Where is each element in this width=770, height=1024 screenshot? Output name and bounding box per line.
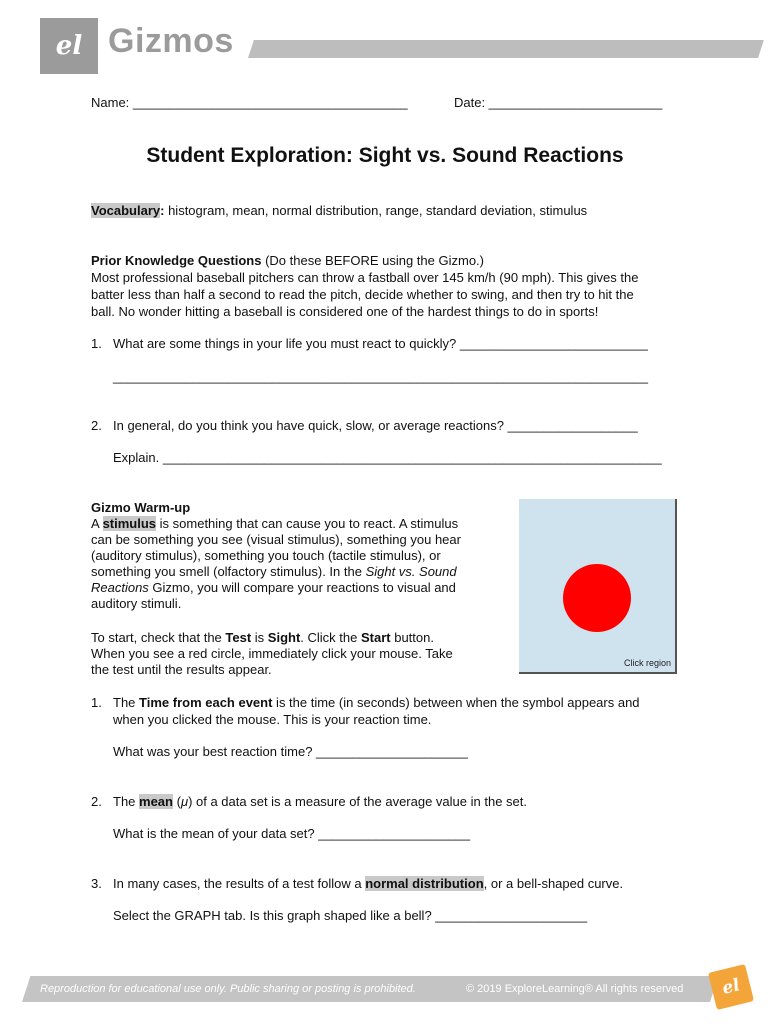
warmup-question-1-line2: when you clicked the mouse. This is your reaction time. <box>113 712 432 727</box>
warmup-instructions-line: To start, check that the Test is Sight. Click the Start button. <box>91 630 434 645</box>
header-decoration-bar <box>248 40 764 58</box>
explain-line: Explain. _____________________________________________________________________ <box>113 450 662 465</box>
prior-question-1: What are some things in your life you must react to quickly? __________________________ <box>113 336 648 351</box>
prior-knowledge-line: Most professional baseball pitchers can throw a fastball over 145 km/h (90 mph). This gives the <box>91 270 639 285</box>
mean-term: mean <box>139 794 173 809</box>
warmup-question-2-ask: What is the mean of your data set? _____________________ <box>113 826 471 841</box>
vocabulary-label: Vocabulary <box>91 203 161 218</box>
warmup-question-2: The mean (μ) of a data set is a measure of the average value in the set. <box>113 794 527 809</box>
warmup-paragraph-line: A stimulus is something that can cause you to react. A stimulus <box>91 516 459 531</box>
explorelearning-logo: el <box>40 18 98 74</box>
warmup-question-1-ask: What was your best reaction time? _____________________ <box>113 744 468 759</box>
normal-distribution-term: normal distribution <box>365 876 484 891</box>
answer-line: __________________________________________________________________________ <box>113 369 649 384</box>
stimulus-term: stimulus <box>102 516 157 531</box>
gizmo-click-region <box>519 499 677 674</box>
question-number: 1. <box>91 336 102 351</box>
warmup-question-1: The Time from each event is the time (in seconds) between when the symbol appears and <box>113 695 640 710</box>
explorelearning-footer-logo: el <box>708 964 754 1010</box>
prior-question-2: In general, do you think you have quick, slow, or average reactions? __________________ <box>113 418 638 433</box>
gizmos-brand: Gizmos <box>108 22 234 60</box>
footer-copyright: © 2019 ExploreLearning® All rights reserved <box>466 983 684 995</box>
warmup-question-3-ask: Select the GRAPH tab. Is this graph shaped like a bell? _____________________ <box>113 908 588 923</box>
name-field: Name: ______________________________________ <box>91 95 408 110</box>
footer-reproduction-notice: Reproduction for educational use only. Public sharing or posting is prohibited. <box>40 983 416 995</box>
page-title: Student Exploration: Sight vs. Sound Reactions <box>146 144 624 167</box>
prior-knowledge-line: ball. No wonder hitting a baseball is considered one of the hardest things to do in sports! <box>91 304 599 319</box>
question-number: 1. <box>91 695 102 710</box>
vocabulary-line <box>91 203 587 220</box>
red-circle-stimulus <box>563 564 631 632</box>
vocabulary-terms: histogram, mean, normal distribution, range, standard deviation, stimulus <box>164 203 588 218</box>
warmup-paragraph-line: can be something you see (visual stimulus), something you hear <box>91 532 461 547</box>
prior-knowledge-line: batter less than half a second to read the pitch, decide whether to swing, and then try to hit the <box>91 287 634 302</box>
warmup-question-3: In many cases, the results of a test follow a normal distribution, or a bell-shaped curve. <box>113 876 624 891</box>
warmup-instructions-line: When you see a red circle, immediately click your mouse. Take <box>91 646 453 661</box>
warmup-instructions-line: the test until the results appear. <box>91 662 272 677</box>
question-number: 2. <box>91 794 102 809</box>
warmup-paragraph-line: Reactions Gizmo, you will compare your reactions to visual and <box>91 580 456 595</box>
question-number: 2. <box>91 418 102 433</box>
click-region-label: Click region <box>623 658 671 668</box>
warmup-paragraph-line: something you smell (olfactory stimulus). In the Sight vs. Sound <box>91 564 457 579</box>
warmup-paragraph-line: auditory stimuli. <box>91 596 182 611</box>
prior-knowledge-heading: Prior Knowledge Questions (Do these BEFORE using the Gizmo.) <box>91 253 484 268</box>
date-field: Date: ________________________ <box>454 95 663 110</box>
vocabulary-colon: : <box>160 203 165 218</box>
question-number: 3. <box>91 876 102 891</box>
warmup-heading: Gizmo Warm-up <box>91 500 191 515</box>
warmup-paragraph-line: (auditory stimulus), something you touch (tactile stimulus), or <box>91 548 441 563</box>
